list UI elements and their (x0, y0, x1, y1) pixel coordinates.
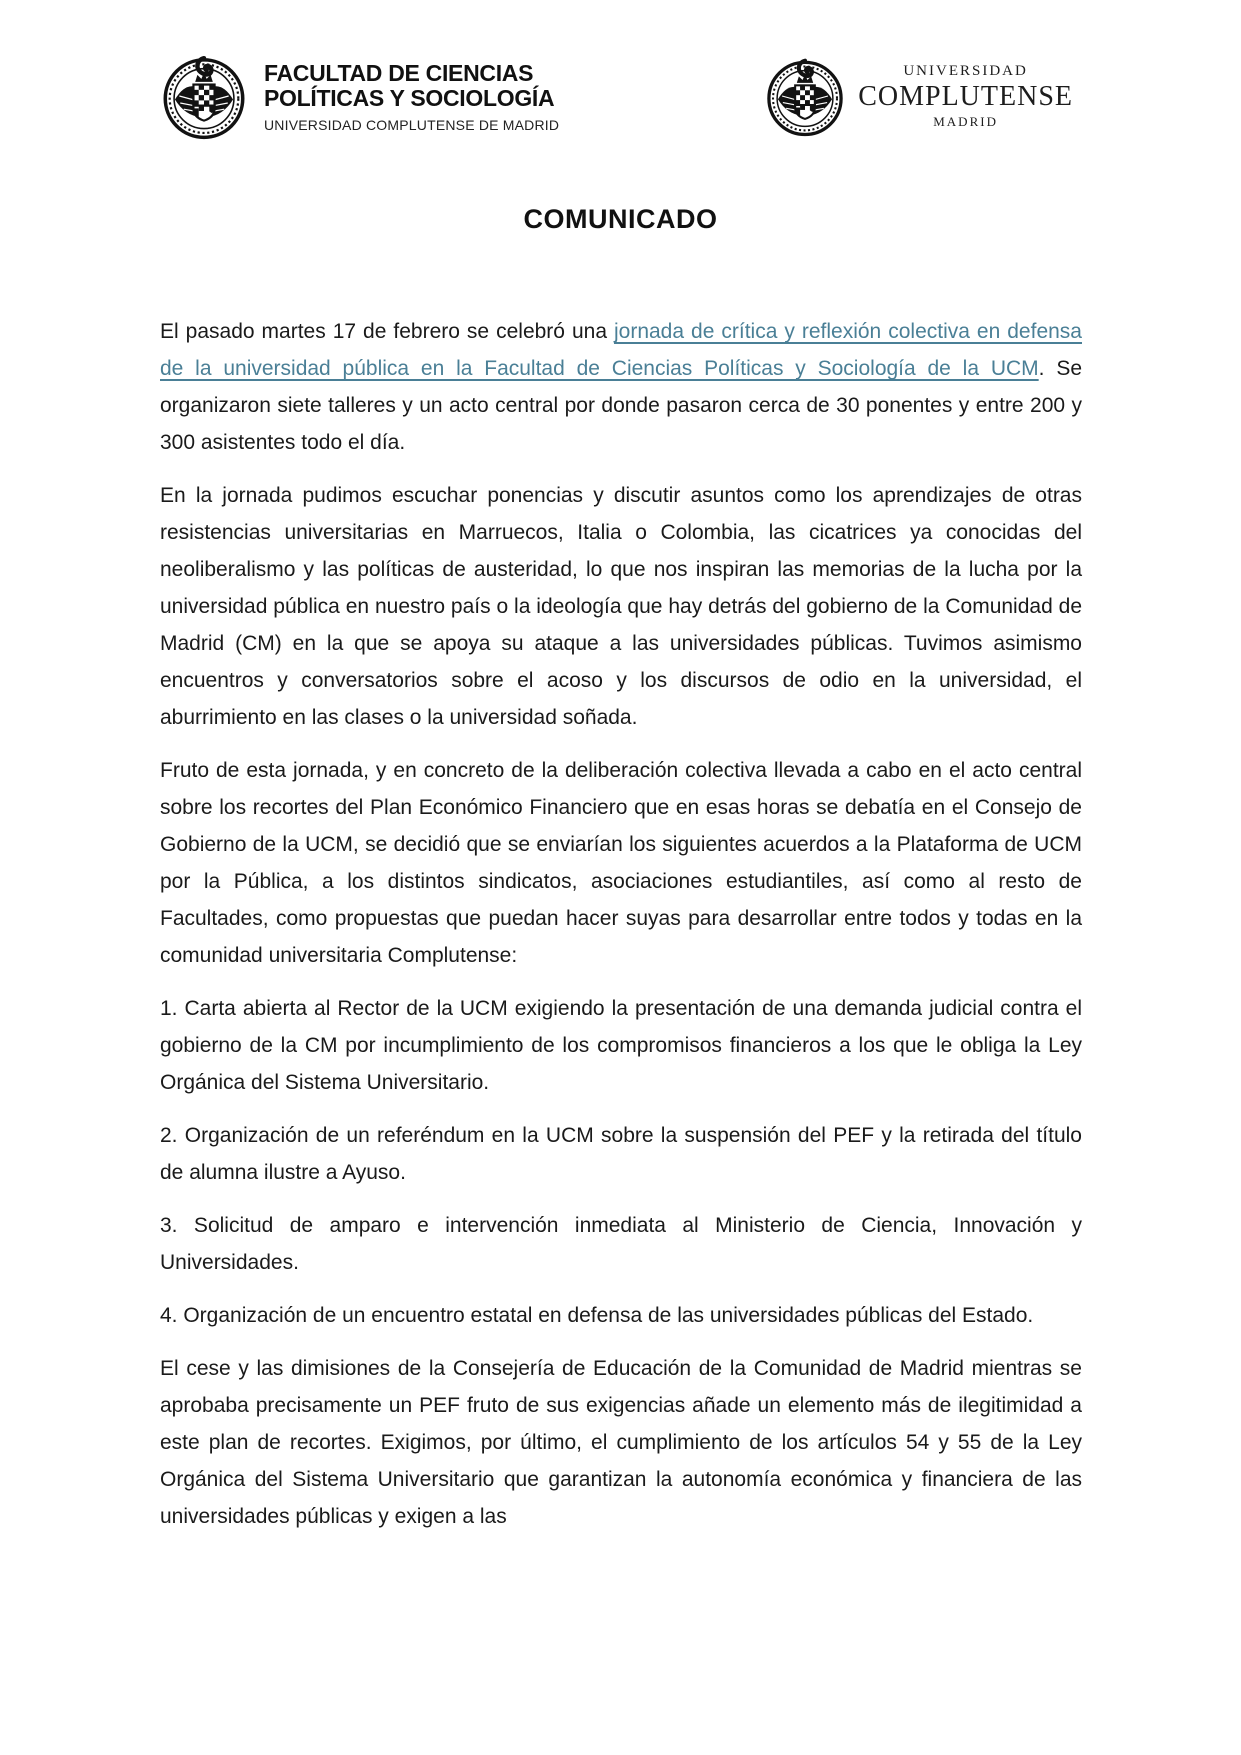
university-seal-icon (764, 55, 846, 137)
paragraph-intro-after-link: . Se organizaron siete talleres y un acto central por donde pasaron cerca de 30 ponentes y entre 200 y 300 asistentes todo el día. (160, 357, 1083, 454)
university-logo-text (858, 64, 1073, 128)
faculty-logo-text (264, 61, 559, 132)
faculty-name-line2: POLÍTICAS Y SOCIOLOGÍA (264, 84, 555, 111)
faculty-logo (160, 52, 559, 140)
faculty-name-line1: FACULTAD DE CIENCIAS (264, 59, 534, 86)
paragraph-acuerdos-intro: Fruto de esta jornada, y en concreto de la deliberación colectiva llevada a cabo en el acto central sobre los recortes del Plan Económico Financiero que en esas horas se debatía en el Consejo de Gobierno de la UCM, se decidió que se enviarían los siguientes acuerdos a la Plataforma de UCM por la Pública, a los distintos sindicatos, asociaciones estudiantiles, así como al resto de Facultades, como propuestas que puedan hacer suyas para desarrollar entre todos y todas en la comunidad universitaria Complutense: (160, 759, 1082, 967)
list-item-4-encuentro-estatal: 4. Organización de un encuentro estatal en defensa de las universidades públicas del Estado. (160, 1304, 1034, 1327)
faculty-seal-icon (160, 52, 248, 140)
paragraph-intro (160, 313, 1082, 461)
university-word: UNIVERSIDAD (903, 63, 1028, 79)
document-body (160, 313, 1082, 1535)
faculty-subtitle: UNIVERSIDAD COMPLUTENSE DE MADRID (264, 116, 560, 133)
page-title: COMUNICADO (523, 204, 718, 234)
page-header (0, 0, 1241, 140)
jornada-link[interactable]: jornada de crítica y reflexión colectiva en defensa de la universidad pública en la Facultad de Ciencias Políticas y Sociología de la UCM (160, 320, 1082, 380)
list-item-1-carta-rector: 1. Carta abierta al Rector de la UCM exigiendo la presentación de una demanda judicial contra el gobierno de la CM por incumplimiento de los compromisos financieros a los que le obliga la Ley Orgánica del Sistema Universitario. (160, 997, 1082, 1094)
university-logo (764, 55, 1073, 137)
paragraph-cese-dimisiones: El cese y las dimisiones de la Consejería de Educación de la Comunidad de Madrid mientras se aprobaba precisamente un PEF fruto de sus exigencias añade un elemento más de ilegitimidad a este plan de recortes. Exigimos, por último, el cumplimiento de los artículos 54 y 55 de la Ley Orgánica del Sistema Universitario que garantizan la autonomía económica y financiera de las universidades públicas y exigen a las (160, 1357, 1082, 1528)
list-item-2-referendum: 2. Organización de un referéndum en la UCM sobre la suspensión del PEF y la retirada del título de alumna ilustre a Ayuso. (160, 1124, 1082, 1184)
paragraph-jornada-topics: En la jornada pudimos escuchar ponencias y discutir asuntos como los aprendizajes de otras resistencias universitarias en Marruecos, Italia o Colombia, las cicatrices ya conocidas del neoliberalismo y las políticas de austeridad, lo que nos inspiran las memorias de la lucha por la universidad pública en nuestro país o la ideología que hay detrás del gobierno de la Comunidad de Madrid (CM) en la que se apoya su ataque a las universidades públicas. Tuvimos asimismo encuentros y conversatorios sobre el acoso y los discursos de odio en la universidad, el aburrimiento en las clases o la universidad soñada. (160, 484, 1082, 729)
complutense-word: COMPLUTENSE (858, 81, 1073, 112)
madrid-word: MADRID (933, 114, 998, 129)
list-item-3-solicitud-amparo: 3. Solicitud de amparo e intervención inmediata al Ministerio de Ciencia, Innovación y Universidades. (160, 1214, 1082, 1274)
paragraph-intro-before-link: El pasado martes 17 de febrero se celebró una (160, 320, 614, 343)
